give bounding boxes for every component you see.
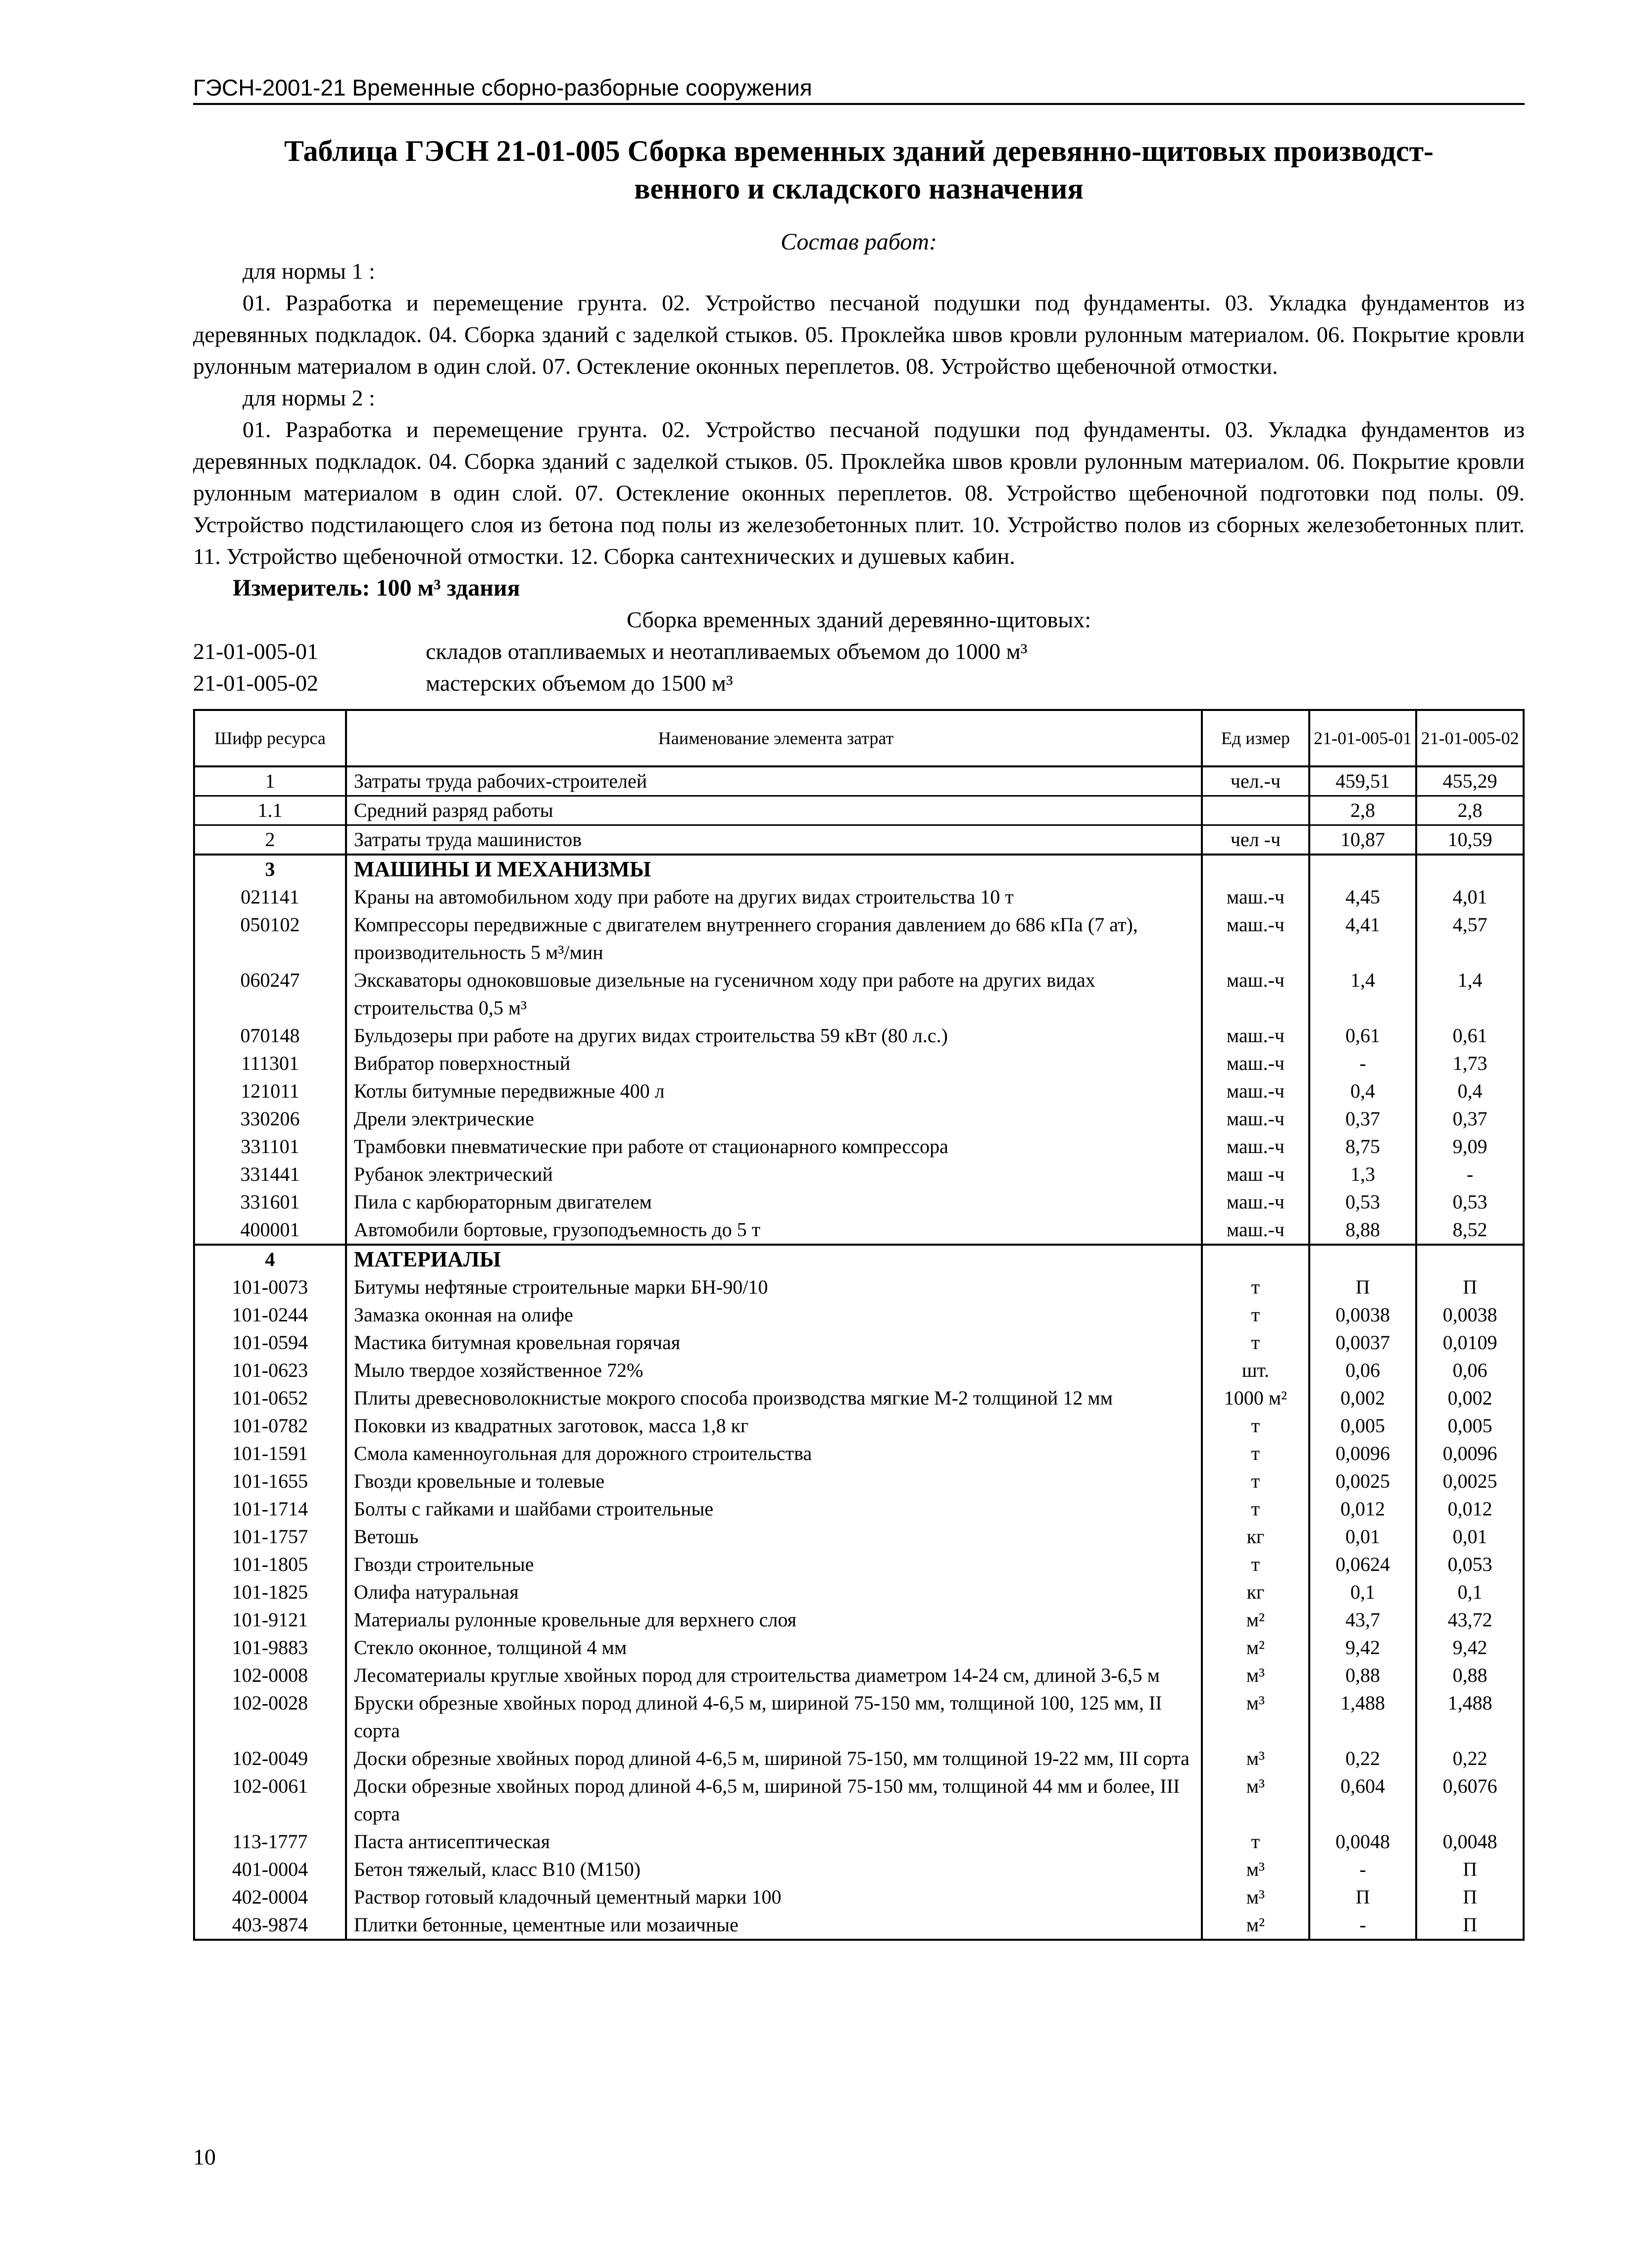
cell-unit: т xyxy=(1202,1329,1309,1357)
cell-norm-2: 0,012 xyxy=(1416,1495,1524,1523)
cell-norm-1: 0,012 xyxy=(1309,1495,1417,1523)
cell-norm-1: 0,1 xyxy=(1309,1578,1417,1606)
cell-code: 101-1757 xyxy=(194,1523,346,1551)
cell-code: 403-9874 xyxy=(194,1911,346,1940)
cell-name: Бруски обрезные хвойных пород длиной 4-6,5 м, шириной 75-150 мм, толщиной 100, 125 мм, II сорта xyxy=(346,1689,1202,1745)
cell-code: 331441 xyxy=(194,1160,346,1188)
cell-name: Мыло твердое хозяйственное 72% xyxy=(346,1357,1202,1384)
meter-line: Измеритель: 100 м³ здания xyxy=(233,575,520,601)
cell-norm-1 xyxy=(1309,855,1417,883)
cell-norm-1: - xyxy=(1309,1050,1417,1077)
cell-code: 021141 xyxy=(194,883,346,911)
cell-code: 113-1777 xyxy=(194,1828,346,1856)
cell-code: 331101 xyxy=(194,1133,346,1160)
table-row xyxy=(194,1883,1524,1911)
table-header-row xyxy=(194,710,1524,766)
table-row xyxy=(194,766,1524,796)
cell-unit: маш.-ч xyxy=(1202,1022,1309,1050)
cell-name: Компрессоры передвижные с двигателем внутреннего сгорания давлением до 686 кПа (7 ат), производительность 5 м³/мин xyxy=(346,911,1202,966)
cell-unit: маш.-ч xyxy=(1202,883,1309,911)
table-row xyxy=(194,1634,1524,1662)
cell-code: 331601 xyxy=(194,1188,346,1216)
cell-unit: м³ xyxy=(1202,1883,1309,1911)
norm-text: мастерских объемом до 1500 м³ xyxy=(426,670,733,696)
cell-name: Вибратор поверхностный xyxy=(346,1050,1202,1077)
cell-code: 102-0049 xyxy=(194,1745,346,1772)
table-row xyxy=(194,1357,1524,1384)
cell-norm-1: - xyxy=(1309,1911,1417,1940)
cell-name: Котлы битумные передвижные 400 л xyxy=(346,1077,1202,1105)
table-row xyxy=(194,1856,1524,1883)
cell-norm-1: 459,51 xyxy=(1309,766,1417,796)
cell-name: Плитки бетонные, цементные или мозаичные xyxy=(346,1911,1202,1940)
cell-code: 101-1655 xyxy=(194,1467,346,1495)
cell-unit: т xyxy=(1202,1440,1309,1467)
cell-name: Пила с карбюраторным двигателем xyxy=(346,1188,1202,1216)
cell-code: 101-9121 xyxy=(194,1606,346,1634)
cell-code: 050102 xyxy=(194,911,346,966)
page-number: 10 xyxy=(193,2144,216,2169)
cell-norm-2: 0,0038 xyxy=(1416,1301,1524,1329)
cell-code: 101-1591 xyxy=(194,1440,346,1467)
document-page xyxy=(193,74,1525,1941)
cell-name: Экскаваторы одноковшовые дизельные на гусеничном ходу при работе на других видах строительства 0,5 м³ xyxy=(346,966,1202,1022)
cell-code: 101-0244 xyxy=(194,1301,346,1329)
cell-norm-2: 0,61 xyxy=(1416,1022,1524,1050)
cell-name: Автомобили бортовые, грузоподъемность до 5 т xyxy=(346,1216,1202,1245)
cell-unit: т xyxy=(1202,1828,1309,1856)
cell-unit: маш.-ч xyxy=(1202,966,1309,1022)
cell-code: 101-1805 xyxy=(194,1551,346,1578)
cell-norm-1: 0,37 xyxy=(1309,1105,1417,1133)
cell-norm-2: 0,88 xyxy=(1416,1662,1524,1689)
header-code: Шифр ресурса xyxy=(194,710,346,766)
cell-norm-1: 0,604 xyxy=(1309,1772,1417,1828)
norm-text: складов отапливаемых и неотапливаемых объемом до 1000 м³ xyxy=(426,639,1028,664)
cell-norm-2: 0,002 xyxy=(1416,1384,1524,1412)
table-section-row xyxy=(194,1245,1524,1273)
cell-unit: т xyxy=(1202,1467,1309,1495)
cell-name: Раствор готовый кладочный цементный марки 100 xyxy=(346,1883,1202,1911)
cell-norm-2: 0,053 xyxy=(1416,1551,1524,1578)
cell-norm-1: 8,75 xyxy=(1309,1133,1417,1160)
cell-unit: м³ xyxy=(1202,1745,1309,1772)
cell-code: 400001 xyxy=(194,1216,346,1245)
cell-norm-2: 0,0096 xyxy=(1416,1440,1524,1467)
cell-norm-1: 0,0037 xyxy=(1309,1329,1417,1357)
works-heading: Состав работ: xyxy=(781,229,937,255)
cell-norm-2: 1,73 xyxy=(1416,1050,1524,1077)
cell-norm-2: 2,8 xyxy=(1416,796,1524,825)
cell-unit: т xyxy=(1202,1273,1309,1301)
cell-norm-2: 0,1 xyxy=(1416,1578,1524,1606)
cell-norm-2: 0,37 xyxy=(1416,1105,1524,1133)
cell-norm-1: 0,06 xyxy=(1309,1357,1417,1384)
cell-code: 101-0594 xyxy=(194,1329,346,1357)
cell-name: Смола каменноугольная для дорожного строительства xyxy=(346,1440,1202,1467)
cell-unit xyxy=(1202,855,1309,883)
cell-code: 102-0008 xyxy=(194,1662,346,1689)
cell-name: МАШИНЫ И МЕХАНИЗМЫ xyxy=(346,855,1202,883)
cell-norm-1: 8,88 xyxy=(1309,1216,1417,1245)
cell-norm-2: 0,22 xyxy=(1416,1745,1524,1772)
cell-code: 3 xyxy=(194,855,346,883)
cell-unit: маш.-ч xyxy=(1202,1105,1309,1133)
cell-norm-2: 0,0048 xyxy=(1416,1828,1524,1856)
cell-norm-2: 4,01 xyxy=(1416,883,1524,911)
norm2-text: 01. Разработка и перемещение грунта. 02. Устройство песчаной подушки под фундаменты. 03. Укладка фундаментов из деревянных подкладок. 04. Сборка зданий с заделкой стыков. 05. Проклейка швов кровли рулонным материалом. 06. Покрытие кровли рулонным материалом в один слой. 07. Остекление оконных переплетов. 08. Устройство щебеночной подготовки под полы. 09. Устройство подстилающего слоя из бетона под полы из железобетонных плит. 10. Устройство полов из сборных железобетонных плит. 11. Устройство щебеночной отмостки. 12. Сборка сантехнических и душевых кабин. xyxy=(193,417,1525,569)
running-header: ГЭСН-2001-21 Временные сборно-разборные сооружения xyxy=(193,74,1525,105)
cell-code: 401-0004 xyxy=(194,1856,346,1883)
cell-norm-2 xyxy=(1416,1245,1524,1273)
cell-unit: м² xyxy=(1202,1634,1309,1662)
cell-unit: маш.-ч xyxy=(1202,1133,1309,1160)
table-row xyxy=(194,1606,1524,1634)
cell-norm-1: 1,488 xyxy=(1309,1689,1417,1745)
cell-norm-1: 1,3 xyxy=(1309,1160,1417,1188)
cell-unit: кг xyxy=(1202,1523,1309,1551)
cell-name: Битумы нефтяные строительные марки БН-90/10 xyxy=(346,1273,1202,1301)
cell-code: 102-0028 xyxy=(194,1689,346,1745)
cell-norm-2: 0,01 xyxy=(1416,1523,1524,1551)
table-row xyxy=(194,1412,1524,1440)
cell-code: 402-0004 xyxy=(194,1883,346,1911)
cell-unit: т xyxy=(1202,1412,1309,1440)
table-section-row xyxy=(194,855,1524,883)
table-row xyxy=(194,1105,1524,1133)
cell-name: Мастика битумная кровельная горячая xyxy=(346,1329,1202,1357)
cell-norm-1 xyxy=(1309,1245,1417,1273)
table-row xyxy=(194,1133,1524,1160)
cell-norm-2: 0,0025 xyxy=(1416,1467,1524,1495)
table-row xyxy=(194,1689,1524,1745)
cell-name: Гвозди кровельные и толевые xyxy=(346,1467,1202,1495)
table-row xyxy=(194,1662,1524,1689)
cell-name: Средний разряд работы xyxy=(346,796,1202,825)
table-row xyxy=(194,966,1524,1022)
cell-norm-1: 0,53 xyxy=(1309,1188,1417,1216)
cell-norm-1: П xyxy=(1309,1273,1417,1301)
cell-name: Краны на автомобильном ходу при работе на других видах строительства 10 т xyxy=(346,883,1202,911)
cell-unit xyxy=(1202,796,1309,825)
cell-code: 101-0652 xyxy=(194,1384,346,1412)
cell-code: 101-9883 xyxy=(194,1634,346,1662)
cell-code: 060247 xyxy=(194,966,346,1022)
norms-caption: Сборка временных зданий деревянно-щитовых: xyxy=(626,607,1091,632)
table-row xyxy=(194,1329,1524,1357)
title-line-1: Таблица ГЭСН 21-01-005 Сборка временных зданий деревянно-щитовых производст- xyxy=(284,135,1434,167)
cell-norm-2: 0,0109 xyxy=(1416,1329,1524,1357)
table-row xyxy=(194,1077,1524,1105)
table-row xyxy=(194,1440,1524,1467)
table-row xyxy=(194,1578,1524,1606)
cell-code: 101-1714 xyxy=(194,1495,346,1523)
cell-name: Затраты труда машинистов xyxy=(346,825,1202,855)
table-row xyxy=(194,1772,1524,1828)
cell-norm-2: П xyxy=(1416,1911,1524,1940)
cell-code: 070148 xyxy=(194,1022,346,1050)
table-row xyxy=(194,1022,1524,1050)
cell-name: Бульдозеры при работе на других видах строительства 59 кВт (80 л.с.) xyxy=(346,1022,1202,1050)
cell-norm-1: 4,41 xyxy=(1309,911,1417,966)
cell-name: Болты с гайками и шайбами строительные xyxy=(346,1495,1202,1523)
table-row xyxy=(194,1495,1524,1523)
table-row xyxy=(194,1745,1524,1772)
cell-unit: кг xyxy=(1202,1578,1309,1606)
cell-norm-2: П xyxy=(1416,1273,1524,1301)
cell-norm-1: 4,45 xyxy=(1309,883,1417,911)
table-row xyxy=(194,1828,1524,1856)
table-row xyxy=(194,1551,1524,1578)
cell-name: Доски обрезные хвойных пород длиной 4-6,5 м, шириной 75-150 мм, толщиной 44 мм и более, III сорта xyxy=(346,1772,1202,1828)
cell-norm-2: 1,4 xyxy=(1416,966,1524,1022)
cell-unit xyxy=(1202,1245,1309,1273)
cell-name: Замазка оконная на олифе xyxy=(346,1301,1202,1329)
cell-norm-1: 0,0624 xyxy=(1309,1551,1417,1578)
cell-unit: маш.-ч xyxy=(1202,1188,1309,1216)
norm2-label: для нормы 2 : xyxy=(243,385,375,410)
cell-norm-2: П xyxy=(1416,1883,1524,1911)
cell-norm-2: 10,59 xyxy=(1416,825,1524,855)
cell-name: Лесоматериалы круглые хвойных пород для строительства диаметром 14-24 см, длиной 3-6,5 м xyxy=(346,1662,1202,1689)
cell-norm-1: 0,61 xyxy=(1309,1022,1417,1050)
cell-norm-2: П xyxy=(1416,1856,1524,1883)
cell-name: Рубанок электрический xyxy=(346,1160,1202,1188)
cell-name: Материалы рулонные кровельные для верхнего слоя xyxy=(346,1606,1202,1634)
norm-item xyxy=(193,667,1525,699)
cell-code: 102-0061 xyxy=(194,1772,346,1828)
cell-norm-1: 0,0048 xyxy=(1309,1828,1417,1856)
cell-name: Паста антисептическая xyxy=(346,1828,1202,1856)
cell-norm-2: 1,488 xyxy=(1416,1689,1524,1745)
cell-norm-1: 10,87 xyxy=(1309,825,1417,855)
norm-code: 21-01-005-01 xyxy=(193,639,318,664)
cell-name: Гвозди строительные xyxy=(346,1551,1202,1578)
cell-norm-1: 0,002 xyxy=(1309,1384,1417,1412)
cell-norm-1: 0,0025 xyxy=(1309,1467,1417,1495)
table-row xyxy=(194,1301,1524,1329)
cell-norm-2: 4,57 xyxy=(1416,911,1524,966)
header-norm-1: 21-01-005-01 xyxy=(1309,710,1417,766)
cell-code: 101-0073 xyxy=(194,1273,346,1301)
cell-unit: м³ xyxy=(1202,1772,1309,1828)
cell-code: 2 xyxy=(194,825,346,855)
cell-norm-2: 9,09 xyxy=(1416,1133,1524,1160)
cell-norm-2: 0,06 xyxy=(1416,1357,1524,1384)
cell-norm-2: 0,005 xyxy=(1416,1412,1524,1440)
cell-norm-1: 43,7 xyxy=(1309,1606,1417,1634)
cell-name: Олифа натуральная xyxy=(346,1578,1202,1606)
cell-code: 1.1 xyxy=(194,796,346,825)
cell-unit: маш.-ч xyxy=(1202,1216,1309,1245)
cell-norm-1: 0,0038 xyxy=(1309,1301,1417,1329)
cell-name: Стекло оконное, толщиной 4 мм xyxy=(346,1634,1202,1662)
table-row xyxy=(194,1384,1524,1412)
cell-name: Доски обрезные хвойных пород длиной 4-6,5 м, шириной 75-150, мм толщиной 19-22 мм, III сорта xyxy=(346,1745,1202,1772)
cell-unit: чел -ч xyxy=(1202,825,1309,855)
cell-code: 330206 xyxy=(194,1105,346,1133)
cell-unit: маш -ч xyxy=(1202,1160,1309,1188)
cell-norm-1: 0,88 xyxy=(1309,1662,1417,1689)
cell-name: МАТЕРИАЛЫ xyxy=(346,1245,1202,1273)
cell-unit: т xyxy=(1202,1495,1309,1523)
table-row xyxy=(194,911,1524,966)
cell-norm-2: 9,42 xyxy=(1416,1634,1524,1662)
resource-table xyxy=(193,709,1525,1941)
table-row xyxy=(194,1523,1524,1551)
cell-name: Трамбовки пневматические при работе от стационарного компрессора xyxy=(346,1133,1202,1160)
cell-norm-2: 0,53 xyxy=(1416,1188,1524,1216)
table-row xyxy=(194,796,1524,825)
table-body xyxy=(194,766,1524,1940)
table-row xyxy=(194,1188,1524,1216)
norm-item xyxy=(193,636,1525,667)
table-row xyxy=(194,1467,1524,1495)
table-title xyxy=(193,132,1525,207)
cell-norm-1: - xyxy=(1309,1856,1417,1883)
cell-norm-2: 43,72 xyxy=(1416,1606,1524,1634)
cell-norm-2: 0,4 xyxy=(1416,1077,1524,1105)
cell-norm-2 xyxy=(1416,855,1524,883)
cell-code: 4 xyxy=(194,1245,346,1273)
cell-norm-1: 0,4 xyxy=(1309,1077,1417,1105)
cell-unit: 1000 м² xyxy=(1202,1384,1309,1412)
table-row xyxy=(194,883,1524,911)
cell-unit: м³ xyxy=(1202,1662,1309,1689)
cell-unit: т xyxy=(1202,1301,1309,1329)
cell-unit: маш.-ч xyxy=(1202,1077,1309,1105)
cell-norm-2: 8,52 xyxy=(1416,1216,1524,1245)
cell-norm-1: 1,4 xyxy=(1309,966,1417,1022)
cell-code: 1 xyxy=(194,766,346,796)
cell-norm-1: 9,42 xyxy=(1309,1634,1417,1662)
cell-norm-1: 0,22 xyxy=(1309,1745,1417,1772)
cell-unit: м² xyxy=(1202,1606,1309,1634)
table-row xyxy=(194,1050,1524,1077)
cell-unit: м³ xyxy=(1202,1689,1309,1745)
cell-code: 111301 xyxy=(194,1050,346,1077)
norm-code: 21-01-005-02 xyxy=(193,670,318,696)
cell-unit: маш.-ч xyxy=(1202,1050,1309,1077)
cell-code: 101-1825 xyxy=(194,1578,346,1606)
cell-unit: шт. xyxy=(1202,1357,1309,1384)
cell-code: 121011 xyxy=(194,1077,346,1105)
header-unit: Ед измер xyxy=(1202,710,1309,766)
cell-norm-1: 2,8 xyxy=(1309,796,1417,825)
cell-name: Плиты древесноволокнистые мокрого способа производства мягкие М-2 толщиной 12 мм xyxy=(346,1384,1202,1412)
header-name: Наименование элемента затрат xyxy=(346,710,1202,766)
cell-code: 101-0782 xyxy=(194,1412,346,1440)
cell-name: Затраты труда рабочих-строителей xyxy=(346,766,1202,796)
norm1-label: для нормы 1 : xyxy=(243,258,375,284)
cell-unit: маш.-ч xyxy=(1202,911,1309,966)
cell-unit: т xyxy=(1202,1551,1309,1578)
norm1-text: 01. Разработка и перемещение грунта. 02. Устройство песчаной подушки под фундаменты. 03. Укладка фундаментов из деревянных подкладок. 04. Сборка зданий с заделкой стыков. 05. Проклейка швов кровли рулонным материалом. 06. Покрытие кровли рулонным материалом в один слой. 07. Остекление оконных переплетов. 08. Устройство щебеночной отмостки. xyxy=(193,290,1525,379)
cell-norm-2: 455,29 xyxy=(1416,766,1524,796)
cell-unit: м² xyxy=(1202,1911,1309,1940)
cell-unit: чел.-ч xyxy=(1202,766,1309,796)
cell-name: Ветошь xyxy=(346,1523,1202,1551)
cell-norm-1: 0,0096 xyxy=(1309,1440,1417,1467)
table-row xyxy=(194,1911,1524,1940)
header-norm-2: 21-01-005-02 xyxy=(1416,710,1524,766)
cell-norm-1: 0,005 xyxy=(1309,1412,1417,1440)
cell-norm-2: - xyxy=(1416,1160,1524,1188)
cell-norm-1: 0,01 xyxy=(1309,1523,1417,1551)
cell-name: Бетон тяжелый, класс В10 (М150) xyxy=(346,1856,1202,1883)
title-line-2: венного и складского назначения xyxy=(634,172,1084,205)
cell-name: Дрели электрические xyxy=(346,1105,1202,1133)
cell-unit: м³ xyxy=(1202,1856,1309,1883)
table-row xyxy=(194,1160,1524,1188)
table-row xyxy=(194,1216,1524,1245)
cell-norm-1: П xyxy=(1309,1883,1417,1911)
table-row xyxy=(194,825,1524,855)
cell-code: 101-0623 xyxy=(194,1357,346,1384)
table-row xyxy=(194,1273,1524,1301)
cell-norm-2: 0,6076 xyxy=(1416,1772,1524,1828)
cell-name: Поковки из квадратных заготовок, масса 1,8 кг xyxy=(346,1412,1202,1440)
